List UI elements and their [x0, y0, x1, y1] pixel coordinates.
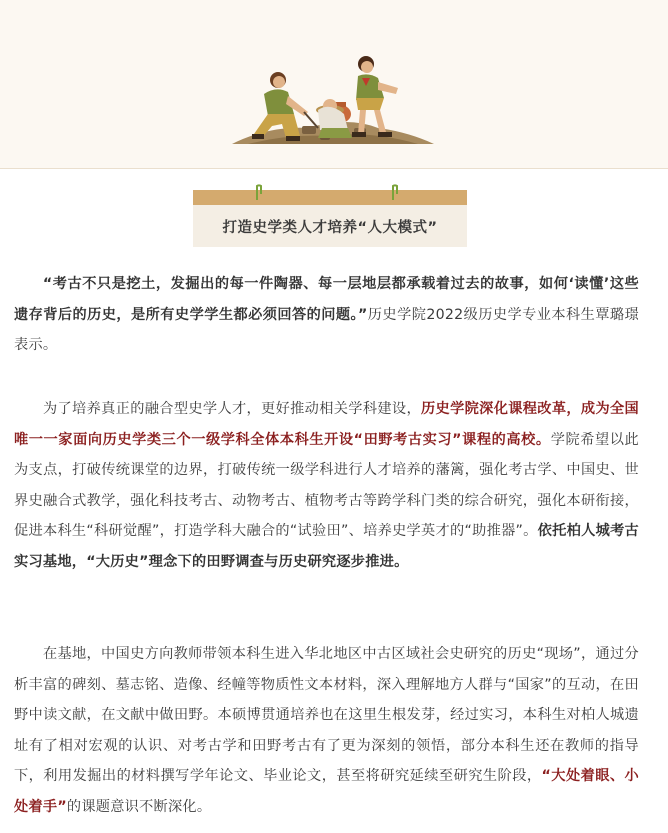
binder-clip-icon: [387, 180, 399, 202]
bold-text: 依托柏人城考古实习基地，“大历史”理念下的田野调查与历史研究逐步推进。: [14, 523, 639, 570]
hero-banner: [0, 0, 668, 169]
paragraph-text: 为了培养真正的融合型史学人才，更好推动相关学科建设，: [42, 401, 421, 417]
quote-text: “考古不只是挖土，发掘出的每一件陶器、每一层地层都承载着过去的故事，如何‘读懂’这些遗存背后的历史，是所有史学学生都必须回答的问题。”: [14, 276, 639, 323]
quote-attribution: 历史学院2022级历史学专业本科生覃璐璟表示。: [14, 306, 639, 353]
paragraph-text: 学院希望以此为支点，打破传统课堂的边界，打破传统一级学科进行人才培养的藩篱，强化考古学、中国史、世界史融合式教学，强化科技考古、动物考古、植物考古等跨学科门类的综合研究，强化本研衔接，促进本科生“科研觉醒”，打造学科大融合的“试验田”、培养史学英才的“助推器”。: [14, 431, 639, 539]
section-title: 打造史学类人才培养“人大模式”: [193, 205, 467, 247]
paragraph-text: 在基地，中国史方向教师带领本科生进入华北地区中古区域社会史研究的历史“现场”，通过分析丰富的碑刻、墓志铭、造像、经幢等物质性文本材料，深入理解地方人群与“国家”的互动，在田野中读文献，在文献中做田野。本硕博贯通培养也在这里生根发芽，经过实习，本科生对柏人城遗址有了相对宏观的认识、对考古学和田野考古有了更为深刻的领悟，部分本科生还在教师的指导下，利用发掘出的材料撰写学年论文、毕业论文，甚至将研究延续至研究生阶段，: [14, 646, 639, 784]
paragraph-curriculum-reform: [14, 394, 639, 577]
paragraph-quote: [14, 269, 639, 361]
binder-clip-icon: [251, 180, 263, 202]
section-header: [193, 186, 467, 248]
highlight-text: 历史学院深化课程改革，成为全国唯一一家面向历史学类三个一级学科全体本科生开设“田野考古实习”课程的高校。: [14, 401, 639, 448]
paragraph-text: 的课题意识不断深化。: [66, 798, 212, 815]
paragraph-field-base: [14, 639, 639, 822]
archaeology-excavation-illustration: [228, 54, 440, 148]
highlight-text: “大处着眼、小处着手”: [14, 768, 639, 815]
header-accent-bar: [193, 190, 467, 205]
